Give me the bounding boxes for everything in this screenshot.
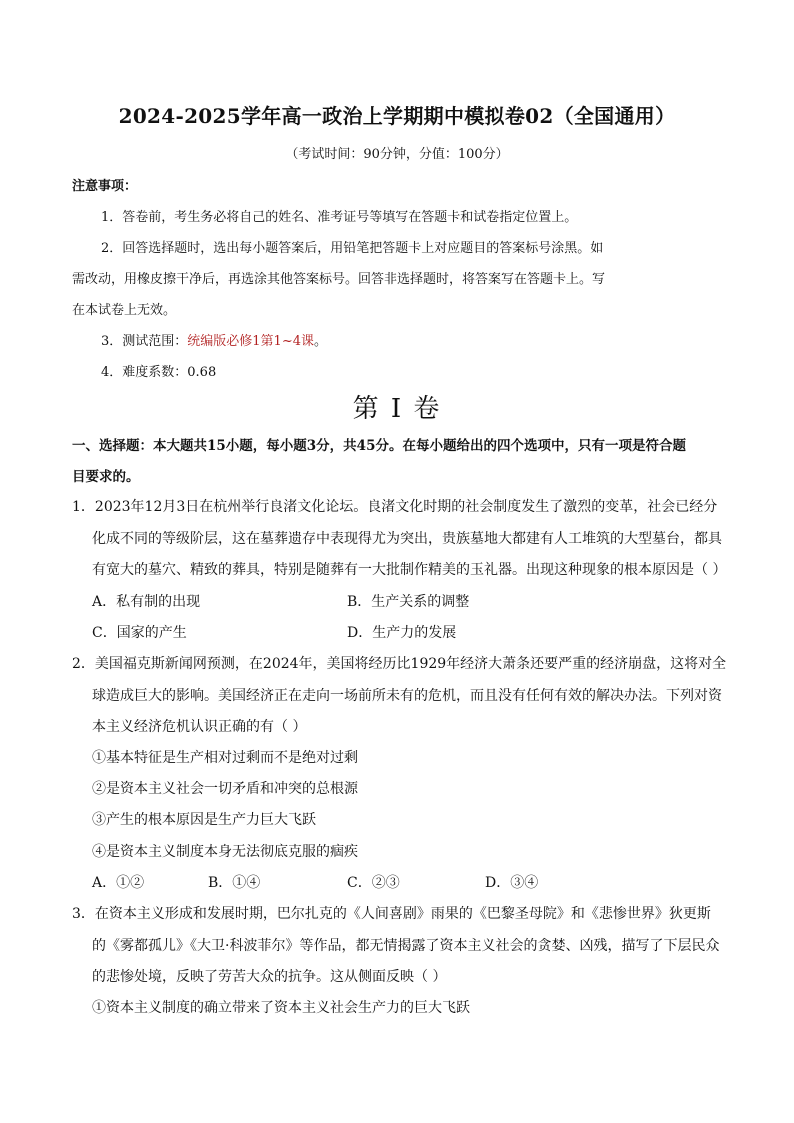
q1-option-a: A．私有制的出现	[92, 594, 201, 610]
q3-line-3: 的悲惨处境，反映了劳苦大众的抗争。这从侧面反映（ ）	[92, 969, 447, 985]
q2-option-d: D．③④	[485, 875, 539, 891]
q3-line-1: 3．在资本主义形成和发展时期，巴尔扎克的《人间喜剧》雨果的《巴黎圣母院》和《悲惨世界》狄更斯	[72, 906, 711, 922]
notice-item-2-line-2: 需改动，用橡皮擦干净后，再选涂其他答案标号。回答非选择题时，将答案写在答题卡上。写	[72, 272, 606, 287]
q3-statement-1: ①资本主义制度的确立带来了资本主义社会生产力的巨大飞跃	[92, 1000, 470, 1016]
q2-statement-3: ③产生的根本原因是生产力巨大飞跃	[92, 812, 316, 828]
notice-item-1: 1．答卷前，考生务必将自己的姓名、准考证号等填写在答题卡和试卷指定位置上。	[101, 210, 578, 225]
section-instruction-line-2: 目要求的。	[72, 469, 140, 485]
notice-item-4: 4．难度系数：0.68	[101, 365, 217, 380]
q1-line-2: 化成不同的等级阶层，这在墓葬遗存中表现得尤为突出，贵族墓地大都建有人工堆筑的大型墓台，都具	[92, 531, 722, 547]
q3-line-2: 的《雾都孤儿》《大卫·科波菲尔》等作品，都无情揭露了资本主义社会的贪婪、凶残，描写了下层民众	[92, 938, 720, 954]
exam-title: 2024-2025学年高一政治上学期期中模拟卷02（全国通用）	[118, 104, 676, 128]
notice-heading: 注意事项：	[72, 179, 138, 194]
notice-item-3	[101, 330, 327, 349]
section-title: 第 I 卷	[352, 394, 442, 424]
q2-option-b: B．①④	[208, 875, 261, 891]
q1-line-1: 1．2023年12月3日在杭州举行良渚文化论坛。良渚文化时期的社会制度发生了激烈的变革，社会已经分	[72, 499, 718, 515]
exam-subtitle: （考试时间：90分钟，分值：100分）	[285, 147, 509, 162]
notice-item-3-suffix: 。	[314, 334, 328, 349]
q1-option-b: B．生产关系的调整	[347, 594, 470, 610]
q2-statement-2: ②是资本主义社会一切矛盾和冲突的总根源	[92, 781, 358, 797]
notice-item-3-prefix: 3．测试范围：	[101, 334, 188, 349]
section-instruction-line-1: 一、选择题：本大题共15小题，每小题3分，共45分。在每小题给出的四个选项中，只有一项是符合题	[72, 438, 686, 454]
q2-option-a: A．①②	[92, 875, 145, 891]
notice-item-2-line-1: 2．回答选择题时，选出每小题答案后，用铅笔把答题卡上对应题目的答案标号涂黑。如	[101, 241, 604, 256]
test-range: 统编版必修1第1~4课	[187, 334, 314, 349]
q2-statement-4: ④是资本主义制度本身无法彻底克服的痼疾	[92, 844, 358, 860]
q1-line-3: 有宽大的墓穴、精致的葬具，特别是随葬有一大批制作精美的玉礼器。出现这种现象的根本原因是（ ）	[92, 562, 727, 578]
q1-option-c: C．国家的产生	[92, 625, 187, 641]
q1-option-d: D．生产力的发展	[347, 625, 457, 641]
q2-line-1: 2．美国福克斯新闻网预测，在2024年，美国将经历比1929年经济大萧条还要严重的经济崩盘，这将对全	[72, 656, 727, 672]
q2-line-2: 球造成巨大的影响。美国经济正在走向一场前所未有的危机，而且没有任何有效的解决办法。下列对资	[92, 688, 722, 704]
q2-statement-1: ①基本特征是生产相对过剩而不是绝对过剩	[92, 750, 358, 766]
notice-item-2-line-3: 在本试卷上无效。	[72, 303, 177, 318]
q2-option-c: C．②③	[347, 875, 400, 891]
q2-line-3: 本主义经济危机认识正确的有（ ）	[92, 719, 307, 735]
